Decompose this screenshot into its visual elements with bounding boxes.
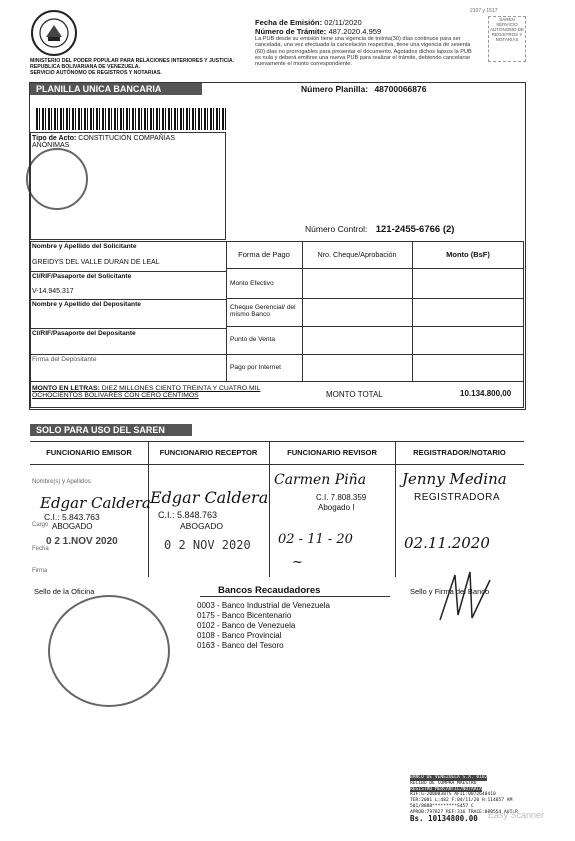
pago-cheque: Cheque Gerencial/ del mismo Banco <box>230 304 296 318</box>
row-nombre-label: Nombre(s) y Apellidos <box>32 479 91 485</box>
solicitante-value: GREIDYS DEL VALLE DURAN DE LEAL <box>32 259 160 266</box>
revisor-cargo: Abogado I <box>318 503 355 512</box>
registrador-cargo: REGISTRADORA <box>414 492 501 503</box>
pago-internet: Pago por Internet <box>230 364 281 371</box>
saren-logo <box>488 16 526 62</box>
government-seal-icon <box>31 10 77 56</box>
monto-total-value: 10.134.800,00 <box>460 389 512 398</box>
row-cargo-label: Cargo <box>32 522 49 528</box>
receptor-name-stamp: Edgar Caldera <box>150 488 269 507</box>
tipo-acto-text <box>32 135 202 149</box>
ci-solicitante-label: CI/RIF/Pasaporte del Solicitante <box>32 273 132 280</box>
registrador-signature: Jenny Medina <box>402 470 507 488</box>
revisor-ci: C.I. 7.808.359 <box>316 493 367 502</box>
scanner-watermark: Easy Scanner <box>488 810 545 820</box>
emisor-fecha-stamp: 0 2 1.NOV 2020 <box>46 536 118 547</box>
emisor-cargo: ABOGADO <box>52 522 93 531</box>
validity-notice: La PUB desde su emisión tiene una vigencia de treinta(30) días continuos para ser cancelada, una vez efectuada la cancelación respectiva, tiene una vigencia de sesenta (60) días no prorrogables para presentar el documento. Agotados dichos lapsos la PUB es nula y deberá emitirse una nueva PUB para realizar el trámite, debiendo cancelarse nuevamente el monto correspondiente. <box>255 36 472 68</box>
monto-letras-label: MONTO EN LETRAS: <box>32 385 100 392</box>
emisor-name-stamp: Edgar Caldera <box>40 494 151 512</box>
receptor-cargo: ABOGADO <box>180 521 223 531</box>
receipt-amount: Bs. 10134800.00 <box>410 813 478 823</box>
planilla-number: 48700066876 <box>374 84 427 94</box>
tramite-label: Número de Trámite: <box>255 27 327 36</box>
tramite-number: 487.2020.4.959 <box>328 27 382 36</box>
emission-label: Fecha de Emisión: <box>255 18 323 27</box>
emisor-ci: C.I.: 5.843.763 <box>44 512 100 522</box>
bank-signature-icon <box>400 570 520 630</box>
bancos-list <box>197 601 330 651</box>
col-registrador-notario: REGISTRADOR/NOTARIO <box>413 448 506 457</box>
emission-date: 02/11/2020 <box>324 18 362 27</box>
control-number: 121-2455-6766 (2) <box>375 224 455 235</box>
ministry-header <box>30 58 270 77</box>
col-funcionario-revisor: FUNCIONARIO REVISOR <box>287 448 377 457</box>
row-fecha-label: Fecha <box>32 546 49 552</box>
banco-item: 0163 - Banco del Tesoro <box>197 641 284 650</box>
control-row <box>305 224 454 235</box>
bancos-title: Bancos Recaudadores <box>218 585 321 596</box>
office-round-stamp <box>48 595 170 707</box>
saren-band-title: SOLO PARA USO DEL SAREN <box>30 424 192 436</box>
barcode <box>36 108 226 130</box>
ministry-line1: MINISTERIO DEL PODER POPULAR PARA RELACIONES INTERIORES Y JUSTICIA. <box>30 58 235 64</box>
col-nro-cheque: Nro. Cheque/Aprobación <box>302 241 413 269</box>
depositante-label: Nombre y Apellido del Depositante <box>32 301 141 308</box>
solicitante-label: Nombre y Apellido del Solicitante <box>32 243 137 250</box>
ministry-line3: SERVICIO AUTÓNOMO DE REGISTROS Y NOTARIAS. <box>30 70 162 77</box>
col-funcionario-emisor: FUNCIONARIO EMISOR <box>46 448 132 457</box>
sello-oficina-label: Sello de la Oficina <box>34 587 95 596</box>
planilla-band-title: PLANILLA UNICA BANCARIA <box>30 83 202 95</box>
registrador-fecha: 02.11.2020 <box>404 534 490 552</box>
revisor-signature: Carmen Piña <box>274 472 367 488</box>
tipo-acto-value: CONSTITUCIÓN COMPAÑÍAS ANÓNIMAS <box>32 135 176 149</box>
firma-depositante-label: Firma del Depositante <box>32 356 97 363</box>
saren-table <box>30 441 524 577</box>
receipt-line6: 501/8888*********S457 C <box>410 803 474 809</box>
emission-block <box>255 18 381 36</box>
banco-item: 0108 - Banco Provincial <box>197 631 282 640</box>
planilla-number-row <box>301 84 426 94</box>
tipo-acto-label: Tipo de Acto: <box>32 135 77 142</box>
sello-banco-label: Sello y Firma del Banco <box>410 587 490 596</box>
receipt-line4: RIF:G-20008387S AFIL:0072640410 <box>410 792 496 798</box>
pago-efectivo: Monto Efectivo <box>230 280 274 287</box>
ministry-line2: REPUBLICA BOLIVARIANA DE VENEZUELA. <box>30 64 140 71</box>
payment-rows <box>226 268 524 382</box>
banco-item: 0175 - Banco Bicentenario <box>197 611 292 620</box>
receptor-ci: C.I.: 5.848.763 <box>158 510 218 520</box>
ci-solicitante-value: V-14.945.317 <box>32 288 74 295</box>
row-firma-label: Firma <box>32 568 48 574</box>
receipt-line7: APROB:797827 REF:316 TRACE:000554 AUT:R <box>410 809 518 815</box>
col-monto: Monto (BsF) <box>412 241 524 269</box>
monto-letras <box>32 385 282 399</box>
receipt-line3: REGISTRO MERCANTIL/NOTARIA <box>410 786 482 792</box>
planilla-label: Número Planilla: <box>301 84 369 94</box>
top-number: 2107 y 1517 <box>470 8 498 14</box>
receipt-line5: TER:2001 L:482 F:04/11/20 H:114857 AM <box>410 798 513 804</box>
ci-depositante-label: CI/RIF/Pasaporte del Depositante <box>32 330 136 337</box>
bancos-underline <box>200 596 390 597</box>
monto-letras-value: DIEZ MILLONES CIENTO TREINTA Y CUATRO MIL OCHOCIENTOS BOLIVARES CON CERO CENTIMOS <box>32 385 261 399</box>
monto-total-label: MONTO TOTAL <box>326 390 383 399</box>
saren-circular-stamp <box>26 148 88 210</box>
revisor-initials: ~ <box>292 555 303 570</box>
banco-item: 0102 - Banco de Venezuela <box>197 621 296 630</box>
receptor-fecha-stamp: 0 2 NOV 2020 <box>164 538 251 552</box>
control-label: Número Control: <box>305 224 368 234</box>
banco-item: 0003 - Banco Industrial de Venezuela <box>197 601 330 610</box>
col-forma-pago: Forma de Pago <box>226 241 303 269</box>
col-funcionario-receptor: FUNCIONARIO RECEPTOR <box>159 448 258 457</box>
pago-punto-venta: Punto de Venta <box>230 336 276 343</box>
revisor-fecha: 02 - 11 - 20 <box>278 532 353 547</box>
saren-logo-text: SAREN SERVICIO AUTÓNOMO DE REGISTROS Y NOTARÍAS <box>489 17 524 42</box>
receipt-line1: BANCO DE VENEZUELA S.A. 0102 <box>410 775 488 780</box>
receipt-line2: RECIBO DE COMPRA MAESTRO <box>410 780 477 786</box>
